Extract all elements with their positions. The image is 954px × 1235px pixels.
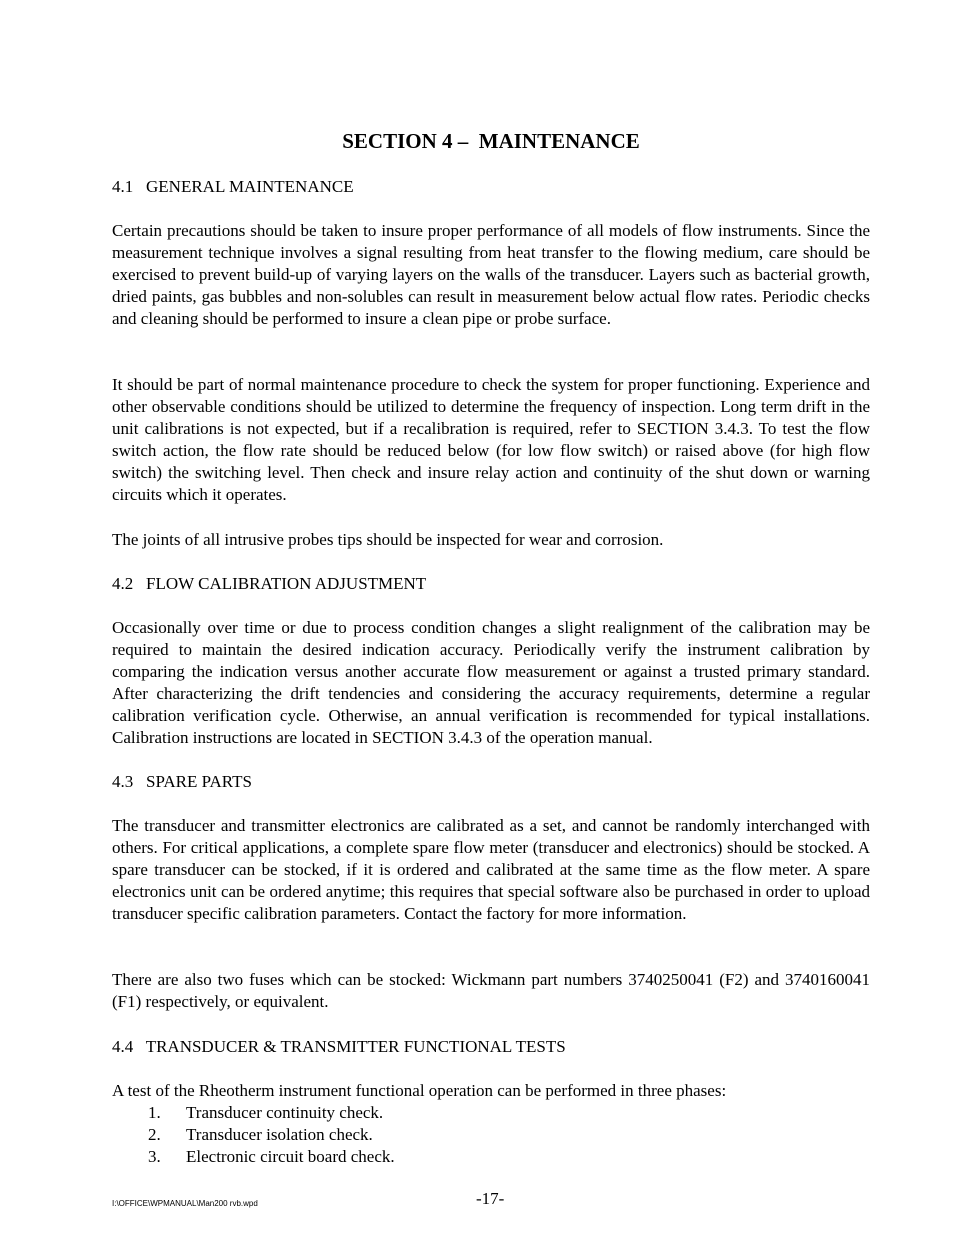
list-item <box>112 1102 870 1124</box>
list-item-text: Electronic circuit board check. <box>186 1147 395 1166</box>
paragraph: The transducer and transmitter electronics are calibrated as a set, and cannot be randomly interchanged with others. For critical applications, a complete spare flow meter (transducer and electronics) should be stocked. A spare transducer can be stocked, if it is ordered and calibrated at the same time as the flow meter. A spare electronics unit can be ordered anytime; this requires that special software also be purchased in order to upload transducer specific calibration parameters. Contact the factory for more information. <box>112 816 870 923</box>
page-number: -17- <box>476 1189 505 1208</box>
footer-file-path: I:\OFFICE\WPMANUAL\Man200 rvb.wpd <box>112 1199 258 1208</box>
paragraph: It should be part of normal maintenance procedure to check the system for proper functioning. Experience and other observable conditions should be utilized to determine the frequency of inspection. Long term drift in the unit calibrations is not expected, but if a recalibration is required, refer to SECTION 3.4.3. To test the flow switch action, the flow rate should be reduced below (for low flow switch) or raised above (for high flow switch) the switching level. Then check and insure relay action and continuity of the shut down or warning circuits which it operates. <box>112 375 870 504</box>
paragraph: Certain precautions should be taken to insure proper performance of all models of flow instruments. Since the measurement technique involves a signal resulting from heat transfer to the flowing medium, care should be exercised to prevent build-up of varying layers on the walls of the transducer. Layers such as bacterial growth, dried paints, gas bubbles and non-solubles can result in measurement below actual flow rates. Periodic checks and cleaning should be performed to insure a clean pipe or probe surface. <box>112 221 870 328</box>
list-item-text: Transducer isolation check. <box>186 1125 373 1144</box>
list-item-number: 3. <box>148 1147 161 1166</box>
subsection-heading-4-3: 4.3 SPARE PARTS <box>112 772 252 791</box>
subsection-heading-4-2: 4.2 FLOW CALIBRATION ADJUSTMENT <box>112 574 427 593</box>
list-item-number: 2. <box>148 1125 161 1144</box>
paragraph: There are also two fuses which can be stocked: Wickmann part numbers 3740250041 (F2) and 3740160041 (F1) respectively, or equivalent. <box>112 970 870 1011</box>
subsection-heading-4-4: 4.4 TRANSDUCER & TRANSMITTER FUNCTIONAL TESTS <box>112 1037 566 1056</box>
list-item-number: 1. <box>148 1103 161 1122</box>
list-item <box>112 1146 870 1168</box>
list-item-text: Transducer continuity check. <box>186 1103 384 1122</box>
paragraph: Occasionally over time or due to process condition changes a slight realignment of the calibration may be required to maintain the desired indication accuracy. Periodically verify the instrument calibration by comparing the indication versus another accurate flow measurement or against a trusted primary standard. After characterizing the drift tendencies and considering the accuracy requirements, determine a regular calibration verification cycle. Otherwise, an annual verification is recommended for typical installations. Calibration instructions are located in SECTION 3.4.3 of the operation manual. <box>112 618 870 747</box>
list-item <box>112 1124 870 1146</box>
paragraph: The joints of all intrusive probes tips should be inspected for wear and corrosion. <box>112 530 664 549</box>
section-title: SECTION 4 – MAINTENANCE <box>342 129 640 153</box>
subsection-heading-4-1: 4.1 GENERAL MAINTENANCE <box>112 177 354 196</box>
numbered-list <box>112 1102 870 1168</box>
paragraph: A test of the Rheotherm instrument functional operation can be performed in three phases: <box>112 1081 727 1100</box>
